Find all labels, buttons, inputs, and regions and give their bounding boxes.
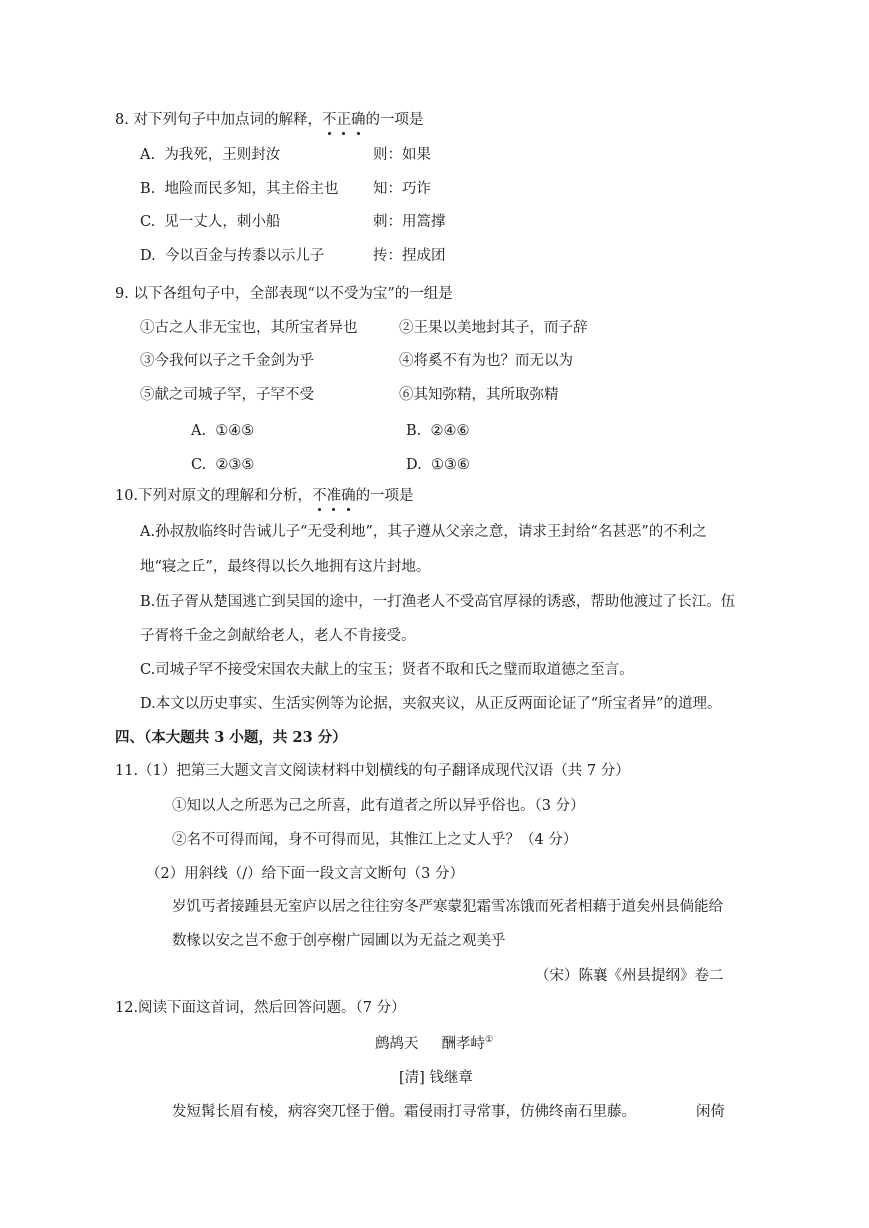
q9-choice-c-value: ②③⑤	[215, 457, 255, 473]
q12-stem: 12.阅读下面这首词，然后回答问题。（7 分）	[115, 1000, 406, 1016]
q11-part1: 11.（1）把第三大题文言文阅读材料中划横线的句子翻译成现代汉语（共 7 分）	[115, 763, 630, 779]
q11-part2: （2）用斜线（/）给下面一段文言文断句（3 分）	[146, 866, 464, 882]
q8-option-a-sentence: 为我死，王则封汝	[164, 147, 281, 163]
q9-choice-a-value: ①④⑤	[215, 423, 255, 439]
q8-option-a	[140, 145, 280, 165]
q9-choice-c	[191, 455, 254, 475]
q9-choice-b-value: ②④⑥	[430, 423, 470, 439]
poem-subtitle: 酬孝峙	[441, 1036, 486, 1052]
q10-line-1: A.孙叔敖临终时告诫儿子“无受利地”，其子遵从父亲之意，请求王封给“名甚恶”的不利之	[140, 524, 707, 540]
q8-option-c-gloss: 刺：用篙撑	[373, 214, 446, 230]
q8-stem: 8. 对下列句子中加点词的解释，不正确的一项是	[115, 112, 424, 128]
q11-text-line-1: 岁饥丐者接踵县无室庐以居之往往穷冬严寒蒙犯霜雪冻饿而死者相藉于道矣州县倘能给	[172, 899, 723, 915]
q11-sentence-2: ②名不可得而闻，身不可得而见，其惟江上之丈人乎？（4 分）	[172, 832, 578, 848]
q8-option-b-sentence: 地险而民多知，其主俗主也	[164, 181, 339, 197]
q11-sentence-1: ①知以人之所恶为己之所喜，此有道者之所以异乎俗也。（3 分）	[172, 798, 585, 814]
q9-item-3: ③今我何以子之千金剑为乎	[140, 353, 314, 369]
q8-option-d-sentence: 今以百金与抟黍以示儿子	[164, 248, 325, 264]
q9-choice-d-value: ①③⑥	[430, 457, 470, 473]
q8-option-b-label: B.	[140, 181, 156, 197]
q9-item-2: ②王果以美地封其子，而子辞	[399, 320, 588, 336]
q9-choice-b-label: B.	[406, 423, 422, 439]
q9-stem: 9. 以下各组句子中，全部表现“以不受为宝”的一组是	[115, 286, 453, 302]
q10-line-6: D.本文以历史事实、生活实例等为论据，夹叙夹议，从正反两面论证了“所宝者异”的道理。	[140, 696, 722, 712]
q11-text-line-2: 数椽以安之岂不愈于创亭榭广园圃以为无益之观美乎	[172, 933, 506, 949]
q9-item-4: ④将奚不有为也？而无以为	[399, 353, 573, 369]
q8-option-d	[140, 246, 324, 266]
q10-line-4: 子胥将千金之剑献给老人，老人不肯接受。	[140, 628, 416, 644]
poem-heading	[375, 1034, 493, 1054]
section-4-title: 四、（本大题共 3 小题，共 23 分）	[115, 729, 347, 746]
poem-title: 鹧鸪天	[375, 1036, 419, 1052]
q8-option-c-sentence: 见一丈人，刺小船	[164, 214, 281, 230]
q9-choice-b	[406, 421, 469, 441]
poem-line-1: 发短髯长眉有棱，病容突兀怪于僧。霜侵雨打寻常事，仿佛终南石里藤。	[172, 1104, 636, 1120]
q10-stem: 10.下列对原文的理解和分析，不准确的一项是	[115, 488, 414, 504]
q8-option-b	[140, 179, 338, 199]
q10-line-5: C.司城子罕不接受宋国农夫献上的宝玉；贤者不取和氏之璧而取道德之至言。	[140, 662, 634, 678]
q11-source: （宋）陈襄《州县提纲》卷二	[535, 968, 724, 984]
q9-item-6: ⑥其知弥精，其所取弥精	[399, 387, 559, 403]
footnote-marker: ①	[485, 1035, 494, 1046]
q9-choice-c-label: C.	[191, 457, 207, 473]
q9-choice-a-label: A.	[191, 423, 207, 439]
q9-item-5: ⑤献之司城子罕，子罕不受	[140, 387, 314, 403]
q8-option-c-label: C.	[140, 214, 156, 230]
q8-option-b-gloss: 知：巧诈	[373, 181, 431, 197]
q9-choice-a	[191, 421, 254, 441]
q10-line-3: B.伍子胥从楚国逃亡到吴国的途中，一打渔老人不受高官厚禄的诱惑，帮助他渡过了长江。伍	[140, 594, 736, 610]
q8-option-a-gloss: 则：如果	[373, 147, 431, 163]
q9-item-1: ①古之人非无宝也，其所宝者异也	[140, 320, 358, 336]
q8-option-c	[140, 212, 280, 232]
poem-author: [清] 钱继章	[399, 1070, 473, 1086]
q10-line-2: 地“寝之丘”，最终得以长久地拥有这片封地。	[140, 559, 431, 575]
q8-option-a-label: A.	[140, 147, 156, 163]
q8-option-d-label: D.	[140, 248, 156, 264]
q9-choice-d-label: D.	[406, 457, 422, 473]
q8-option-d-gloss: 抟：捏成团	[373, 248, 446, 264]
q9-choice-d	[406, 455, 470, 475]
poem-line-1-end: 闲倚	[696, 1104, 725, 1120]
